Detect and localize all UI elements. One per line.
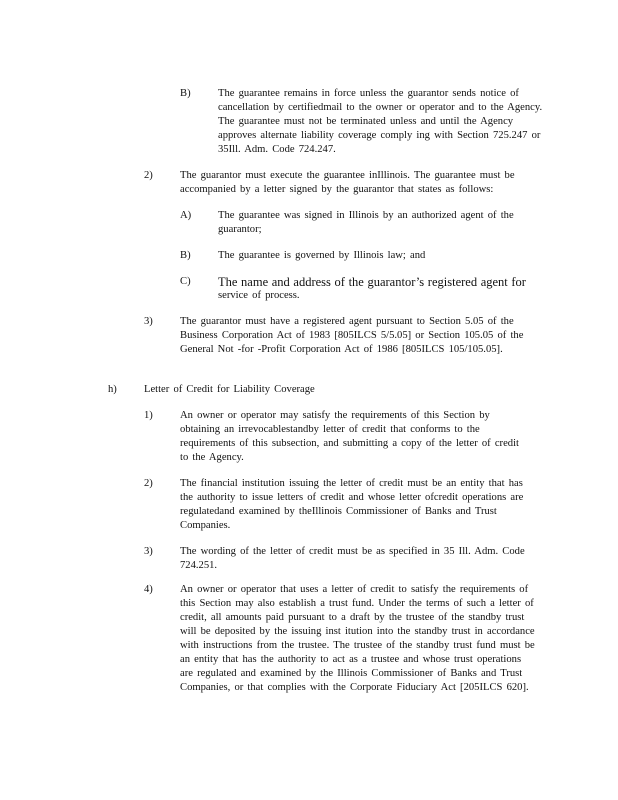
item-label-1: 1) — [144, 410, 153, 421]
paragraph-trust-fund: An owner or operator that uses a letter of credit to satisfy the requirements of this Section may also establish a trust fund. Under the terms of such a letter of credit, all amounts paid pursuant to a draft by the trustee of the standby trust will be deposited by the issuing inst itution into the standby trust in accordance with instructions from the trustee. The trustee of the standby trust fund must be an entity that has the authority to act as a trustee and whose trust operations are regulated and examined by the Illinois Commissioner of Banks and Trust Companies, or that complies with the Corporate Fiduciary Act [205ILCS 620]. — [180, 584, 535, 693]
item-label-2: 2) — [144, 478, 153, 489]
item-label-3: 3) — [144, 316, 153, 327]
item-label-a: A) — [180, 210, 192, 221]
paragraph-governed-by-law: The guarantee is governed by Illinois law; and — [218, 250, 426, 261]
item-label-b: B) — [180, 250, 191, 261]
item-label-b: B) — [180, 88, 191, 99]
paragraph-guarantee-in-force: The guarantee remains in force unless the guarantor sends notice of cancellation by certifiedmail to the owner or operator and to the Agency. The guarantee must not be terminated unless and until the Agency approves alternate liability coverage comply ing with Section 725.247 or 35Ill. Adm. Code 724.247. — [218, 88, 543, 155]
section-heading-letter-of-credit: Letter of Credit for Liability Coverage — [144, 384, 315, 395]
paragraph-financial-institution: The financial institution issuing the letter of credit must be an entity that has the authority to issue letters of credit and whose letter ofcredit operations are regulatedand examined by theIllinois Commissioner of Banks and Trust Companies. — [180, 478, 524, 531]
paragraph-registered-agent-name: The name and address of the guarantor’s registered agent for — [218, 275, 526, 289]
section-label-h: h) — [108, 384, 117, 395]
paragraph-signed-in-illinois: The guarantee was signed in Illinois by an authorized agent of the guarantor; — [218, 210, 514, 235]
item-label-2: 2) — [144, 170, 153, 181]
paragraph-wording: The wording of the letter of credit must be as specified in 35 Ill. Adm. Code 724.251. — [180, 546, 525, 571]
item-label-c: C) — [180, 276, 191, 287]
paragraph-satisfy-requirements: An owner or operator may satisfy the requirements of this Section by obtaining an irrevocablestandby letter of credit that conforms to the requirements of this subsection, and submitting a copy of the letter of credit to the Agency. — [180, 410, 519, 463]
paragraph-execute-guarantee: The guarantor must execute the guarantee inIllinois. The guarantee must be accompanied by a letter signed by the guarantor that states as follows: — [180, 170, 515, 195]
paragraph-registered-agent-requirement: The guarantor must have a registered agent pursuant to Section 5.05 of the Business Corporation Act of 1983 [805ILCS 5/5.05] or Section 105.05 of the General Not -for -Profit Corporation Act of 1986 [805ILCS 105/105.05]. — [180, 316, 524, 355]
item-label-3: 3) — [144, 546, 153, 557]
item-label-4: 4) — [144, 584, 153, 595]
paragraph-service-of-process: service of process. — [218, 290, 300, 301]
